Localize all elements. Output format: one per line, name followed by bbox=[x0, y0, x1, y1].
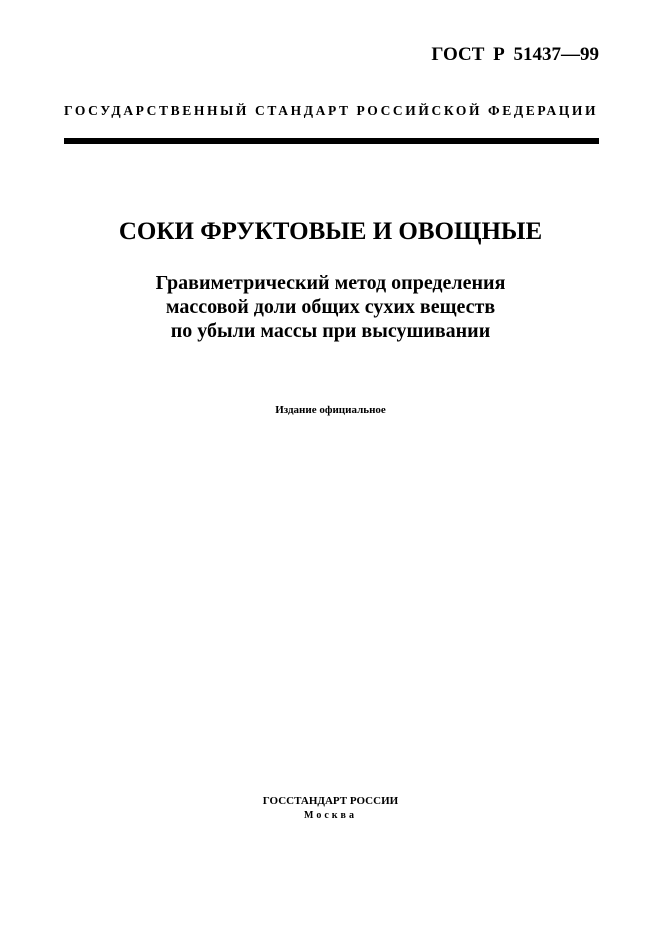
publisher: ГОССТАНДАРТ РОССИИ bbox=[262, 795, 399, 807]
divider bbox=[64, 138, 599, 144]
city: Москва bbox=[304, 810, 357, 821]
document-subtitle bbox=[0, 271, 661, 343]
document-title: СОКИ ФРУКТОВЫЕ И ОВОЩНЫЕ bbox=[118, 218, 543, 245]
state-standard-heading: ГОСУДАРСТВЕННЫЙ СТАНДАРТ РОССИЙСКОЙ ФЕДЕРАЦИИ bbox=[64, 103, 599, 118]
standard-code: ГОСТ Р 51437—99 bbox=[431, 44, 599, 65]
subtitle-line: Гравиметрический метод определения bbox=[155, 272, 506, 294]
subtitle-line: массовой доли общих сухих веществ bbox=[165, 296, 496, 318]
subtitle-line: по убыли массы при высушивании bbox=[170, 320, 491, 342]
edition-label: Издание официальное bbox=[275, 404, 386, 416]
